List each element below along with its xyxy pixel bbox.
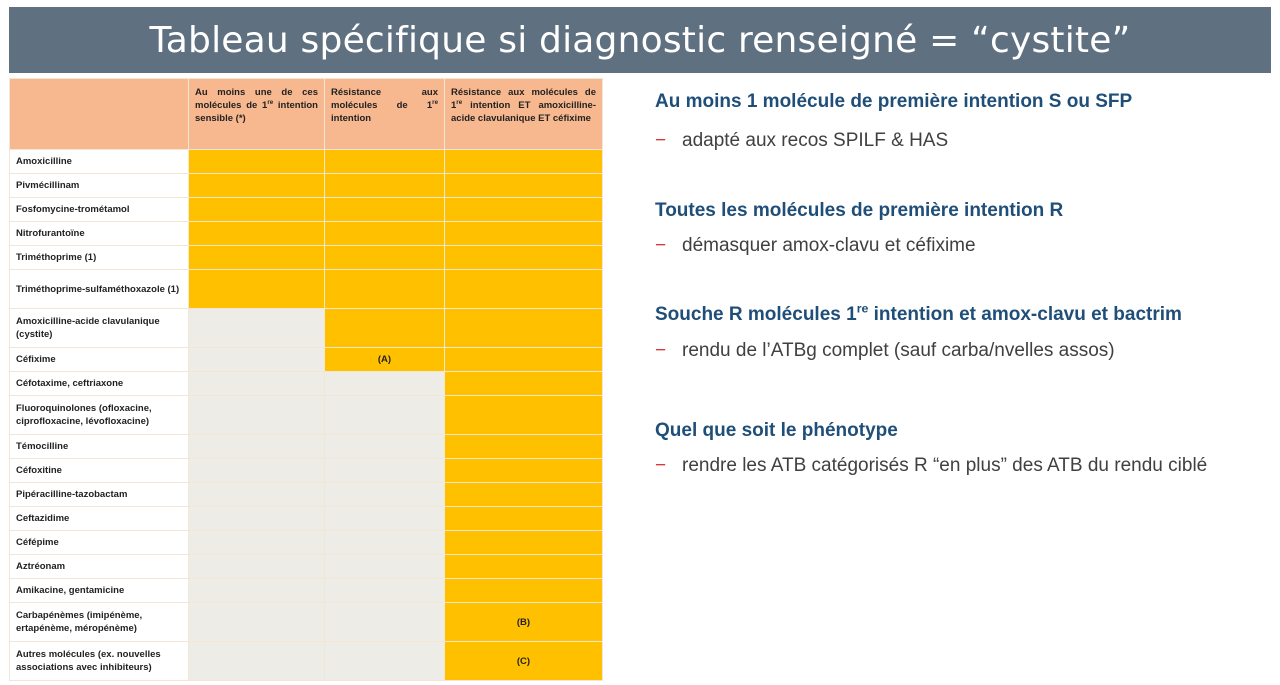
status-cell bbox=[445, 531, 603, 555]
status-cell bbox=[445, 348, 603, 372]
section-item-text: adapté aux recos SPILF & HAS bbox=[682, 130, 949, 151]
table-row bbox=[10, 579, 603, 603]
status-cell bbox=[445, 396, 603, 435]
status-cell bbox=[325, 222, 445, 246]
molecule-cell: Pivmécillinam bbox=[10, 174, 189, 198]
section-title: Souche R molécules 1re intention et amox-clavu et bactrim bbox=[655, 301, 1182, 325]
status-cell bbox=[445, 483, 603, 507]
table-row bbox=[10, 198, 603, 222]
status-cell bbox=[445, 246, 603, 270]
molecule-cell: Amoxicilline-acide clavulanique (cystite) bbox=[10, 309, 189, 348]
dash-icon: − bbox=[655, 455, 667, 476]
status-cell bbox=[445, 150, 603, 174]
molecule-cell: Carbapénèmes (imipénème, ertapénème, méropénème) bbox=[10, 603, 189, 642]
header-cell-empty bbox=[10, 79, 189, 150]
status-cell bbox=[189, 309, 325, 348]
antibiotic-table bbox=[9, 78, 603, 681]
status-cell bbox=[189, 603, 325, 642]
status-cell bbox=[445, 270, 603, 309]
dash-icon: − bbox=[655, 235, 667, 256]
section-item-text: démasquer amox-clavu et céfixime bbox=[682, 235, 976, 256]
section-title: Au moins 1 molécule de première intention S ou SFP bbox=[655, 91, 1133, 112]
table-row bbox=[10, 174, 603, 198]
molecule-cell: Ceftazidime bbox=[10, 507, 189, 531]
status-cell bbox=[325, 579, 445, 603]
status-cell bbox=[325, 309, 445, 348]
table-row bbox=[10, 348, 603, 372]
molecule-cell: Pipéracilline-tazobactam bbox=[10, 483, 189, 507]
table-row bbox=[10, 372, 603, 396]
table-row bbox=[10, 396, 603, 435]
status-cell bbox=[325, 555, 445, 579]
status-cell bbox=[445, 372, 603, 396]
status-cell bbox=[445, 198, 603, 222]
section-item bbox=[655, 455, 1207, 477]
status-cell bbox=[325, 531, 445, 555]
status-cell bbox=[189, 459, 325, 483]
status-cell bbox=[189, 396, 325, 435]
molecule-cell: Amoxicilline bbox=[10, 150, 189, 174]
table-row bbox=[10, 150, 603, 174]
status-cell bbox=[325, 198, 445, 222]
status-cell bbox=[325, 150, 445, 174]
molecule-cell: Nitrofurantoïne bbox=[10, 222, 189, 246]
status-cell bbox=[189, 507, 325, 531]
status-cell bbox=[189, 174, 325, 198]
molecule-cell: Autres molécules (ex. nouvelles associations avec inhibiteurs) bbox=[10, 642, 189, 681]
status-cell bbox=[445, 579, 603, 603]
status-cell bbox=[189, 555, 325, 579]
status-cell bbox=[189, 270, 325, 309]
status-cell bbox=[325, 603, 445, 642]
status-cell bbox=[189, 642, 325, 681]
status-cell bbox=[445, 555, 603, 579]
status-cell bbox=[189, 531, 325, 555]
molecule-cell: Témocilline bbox=[10, 435, 189, 459]
status-cell bbox=[325, 270, 445, 309]
status-cell bbox=[189, 372, 325, 396]
status-cell: (C) bbox=[445, 642, 603, 681]
section-item bbox=[655, 130, 948, 152]
status-cell bbox=[445, 222, 603, 246]
molecule-cell: Fosfomycine-trométamol bbox=[10, 198, 189, 222]
molecule-cell: Céfixime bbox=[10, 348, 189, 372]
status-cell: (B) bbox=[445, 603, 603, 642]
molecule-cell: Céfotaxime, ceftriaxone bbox=[10, 372, 189, 396]
status-cell bbox=[189, 483, 325, 507]
table-row bbox=[10, 603, 603, 642]
molecule-cell: Aztréonam bbox=[10, 555, 189, 579]
status-cell bbox=[445, 174, 603, 198]
table-row bbox=[10, 309, 603, 348]
status-cell bbox=[189, 579, 325, 603]
molecule-cell: Triméthoprime (1) bbox=[10, 246, 189, 270]
table-row bbox=[10, 507, 603, 531]
status-cell bbox=[325, 483, 445, 507]
status-cell bbox=[189, 348, 325, 372]
table-row bbox=[10, 222, 603, 246]
molecule-cell: Céfépime bbox=[10, 531, 189, 555]
section-title: Quel que soit le phénotype bbox=[655, 420, 898, 441]
status-cell bbox=[189, 150, 325, 174]
molecule-cell: Amikacine, gentamicine bbox=[10, 579, 189, 603]
dash-icon: − bbox=[655, 340, 667, 361]
header-cell-first-line-resistant: Résistance aux molécules de 1re intention bbox=[325, 79, 445, 150]
status-cell bbox=[325, 372, 445, 396]
slide-title: Tableau spécifique si diagnostic renseigné = “cystite” bbox=[9, 7, 1271, 73]
section-item-text: rendu de l’ATBg complet (sauf carba/nvelles assos) bbox=[682, 340, 1115, 361]
status-cell bbox=[445, 435, 603, 459]
table-row bbox=[10, 555, 603, 579]
table-row bbox=[10, 435, 603, 459]
status-cell: (A) bbox=[325, 348, 445, 372]
section-item bbox=[655, 235, 976, 257]
section-title: Toutes les molécules de première intention R bbox=[655, 200, 1064, 221]
table-row bbox=[10, 459, 603, 483]
section-item-text: rendre les ATB catégorisés R “en plus” des ATB du rendu ciblé bbox=[682, 455, 1208, 476]
table-row bbox=[10, 531, 603, 555]
status-cell bbox=[325, 435, 445, 459]
status-cell bbox=[445, 309, 603, 348]
header-cell-full-resistance: Résistance aux molécules de 1re intention ET amoxicilline-acide clavulanique ET céfixime bbox=[445, 79, 603, 150]
status-cell bbox=[325, 459, 445, 483]
status-cell bbox=[325, 396, 445, 435]
table-row bbox=[10, 483, 603, 507]
status-cell bbox=[445, 507, 603, 531]
section-item bbox=[655, 340, 1115, 362]
table-header-row bbox=[10, 79, 603, 150]
status-cell bbox=[445, 459, 603, 483]
molecule-cell: Fluoroquinolones (ofloxacine, ciprofloxacine, lévofloxacine) bbox=[10, 396, 189, 435]
dash-icon: − bbox=[655, 130, 667, 151]
status-cell bbox=[325, 246, 445, 270]
status-cell bbox=[189, 198, 325, 222]
status-cell bbox=[325, 174, 445, 198]
status-cell bbox=[189, 435, 325, 459]
table-row bbox=[10, 246, 603, 270]
molecule-cell: Céfoxitine bbox=[10, 459, 189, 483]
molecule-cell: Triméthoprime-sulfaméthoxazole (1) bbox=[10, 270, 189, 309]
status-cell bbox=[189, 246, 325, 270]
status-cell bbox=[325, 507, 445, 531]
table-row bbox=[10, 642, 603, 681]
status-cell bbox=[189, 222, 325, 246]
status-cell bbox=[325, 642, 445, 681]
header-cell-first-line-sensitive: Au moins une de ces molécules de 1re intention sensible (*) bbox=[189, 79, 325, 150]
table-row bbox=[10, 270, 603, 309]
